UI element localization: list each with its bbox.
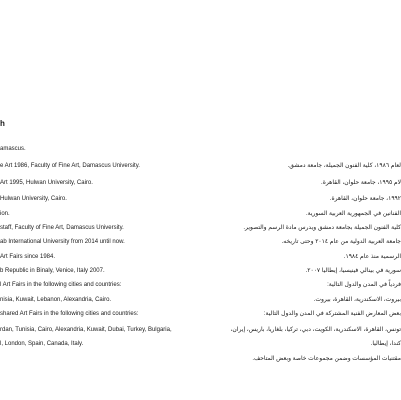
arabic-line: بيروت، الاسكندرية، القاهرة، بيروت. [313,297,401,303]
arabic-line: تونس، القاهرة، الاسكندرية، الكويت، دبي، تركيا، بلغاريا، باريس، إيران، [230,327,401,333]
english-line: Art Fairs since 1984. [0,254,56,260]
arabic-line: مقتنيات المؤسسات وضمن مجموعات خاصة وبعض المتاحف. [252,356,401,362]
arabic-line: ١٩٩٢، جامعة حلوان، القاهرة. [329,196,401,202]
arabic-line: لعام ١٩٨٦، كلية الفنون الجميلة، جامعة دمشق. [287,163,401,169]
english-line: staff, Faculty of Fine Art, Damascus University. [0,225,124,231]
english-section-heading: h [0,119,5,128]
arabic-line: كندا، إيطاليا. [370,341,401,347]
english-line: amascus. [0,146,26,152]
english-line: ab International University from 2014 until now. [0,239,125,245]
arabic-line: سورية في بينالي فينيسيا، إيطاليا ٢٠٠٧. [305,268,401,274]
arabic-line: الفنانين في الجمهورية العربية السورية. [305,211,401,217]
english-line: Art 1995, Hulwan University, Cairo. [0,180,93,186]
arabic-line: لام ١٩٩٥، جامعة حلوان، القاهرة. [321,180,401,186]
arabic-line: جامعة العربية الدولية من عام ٢٠١٤ وحتى تاريخه. [281,239,401,245]
arabic-line: فردياً في المدن والدول التالية: [327,282,401,288]
english-line: l Art Fairs in the following cities and countries: [0,282,122,288]
english-line: ion. [0,211,10,217]
english-line: b Republic in Binaly, Venice, Italy 2007. [0,268,105,274]
english-line: Hulwan University, Cairo. [0,196,67,202]
arabic-line: بعض المعارض الفنية المشتركة في المدن والدول التالية: [263,311,401,317]
english-line: l, London, Spain, Canada, Italy. [0,341,84,347]
arabic-line: كلية الفنون الجميلة بجامعة دمشق ويدرس مادة الرسم والتصوير. [243,225,401,231]
english-line: e Art 1986, Faculty of Fine Art, Damascus University. [0,163,140,169]
arabic-line: الرسمية منذ عام ١٩٨٤. [343,254,401,260]
english-line: rdan, Tunisia, Cairo, Alexandria, Kuwait, Dubai, Turkey, Bulgaria, [0,327,172,333]
english-line: shared Art Fairs in the following cities and countries: [0,311,139,317]
english-line: nisia, Kuwait, Lebanon, Alexandria, Cairo. [0,297,112,303]
arabic-column [203,0,400,400]
